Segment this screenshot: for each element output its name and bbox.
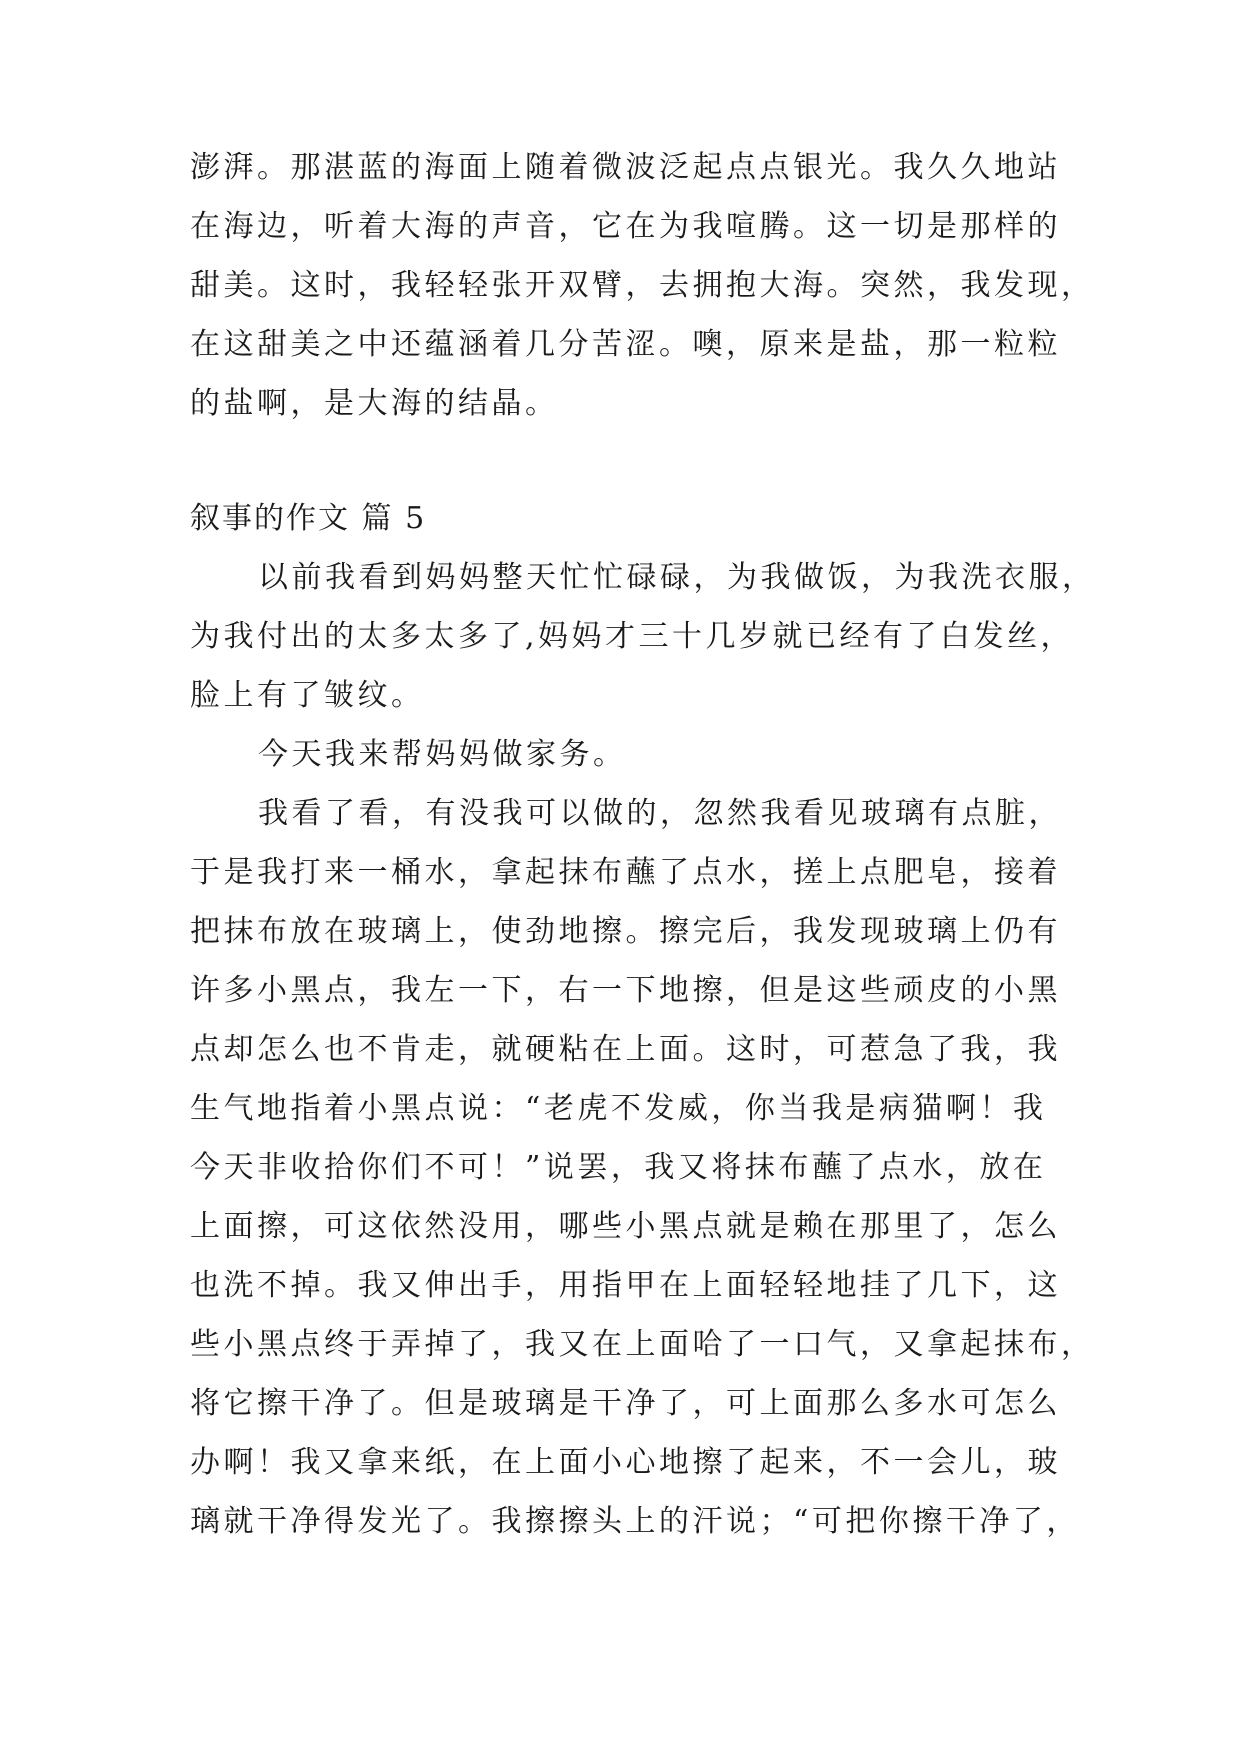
paragraph-line: 些小黑点终于弄掉了，我又在上面哈了一口气，又拿起抹布， bbox=[190, 1327, 1095, 1362]
paragraph-line: 以前我看到妈妈整天忙忙碌碌，为我做饭，为我洗衣服， bbox=[258, 560, 1096, 595]
paragraph-line: 璃就干净得发光了。我擦擦头上的汗说；“可把你擦干净了， bbox=[190, 1504, 1080, 1539]
paragraph-line: 我看了看，有没我可以做的，忽然我看见玻璃有点脏， bbox=[258, 796, 1062, 831]
section-heading: 叙事的作文 篇 5 bbox=[190, 501, 427, 536]
paragraph-line: 今天非收拾你们不可！”说罢，我又将抹布蘸了点水，放在 bbox=[190, 1150, 1047, 1185]
paragraph-line: 将它擦干净了。但是玻璃是干净了，可上面那么多水可怎么 bbox=[190, 1386, 1061, 1421]
paragraph-line: 的盐啊，是大海的结晶。 bbox=[190, 386, 559, 421]
paragraph-line: 今天我来帮妈妈做家务。 bbox=[258, 737, 627, 772]
paragraph-line: 办啊！我又拿来纸，在上面小心地擦了起来，不一会儿，玻 bbox=[190, 1445, 1061, 1480]
paragraph-line: 也洗不掉。我又伸出手，用指甲在上面轻轻地挂了几下，这 bbox=[190, 1268, 1061, 1303]
paragraph-line: 许多小黑点，我左一下，右一下地擦，但是这些顽皮的小黑 bbox=[190, 973, 1061, 1008]
paragraph-line: 脸上有了皱纹。 bbox=[190, 678, 425, 713]
paragraph-line: 上面擦，可这依然没用，哪些小黑点就是赖在那里了，怎么 bbox=[190, 1209, 1061, 1244]
paragraph-line: 于是我打来一桶水，拿起抹布蘸了点水，搓上点肥皂，接着 bbox=[190, 855, 1061, 890]
paragraph-line: 在海边，听着大海的声音，它在为我喧腾。这一切是那样的 bbox=[190, 209, 1061, 244]
paragraph-line: 生气地指着小黑点说：“老虎不发威，你当我是病猫啊！我 bbox=[190, 1091, 1047, 1126]
paragraph-line: 甜美。这时，我轻轻张开双臂，去拥抱大海。突然，我发现， bbox=[190, 268, 1095, 303]
paragraph-line: 点却怎么也不肯走，就硬粘在上面。这时，可惹急了我，我 bbox=[190, 1032, 1061, 1067]
paragraph-line: 在这甜美之中还蕴涵着几分苦涩。噢，原来是盐，那一粒粒 bbox=[190, 327, 1061, 362]
paragraph-line: 为我付出的太多太多了,妈妈才三十几岁就已经有了白发丝， bbox=[190, 619, 1075, 654]
paragraph-line: 澎湃。那湛蓝的海面上随着微波泛起点点银光。我久久地站 bbox=[190, 150, 1061, 185]
paragraph-line: 把抹布放在玻璃上，使劲地擦。擦完后，我发现玻璃上仍有 bbox=[190, 914, 1061, 949]
